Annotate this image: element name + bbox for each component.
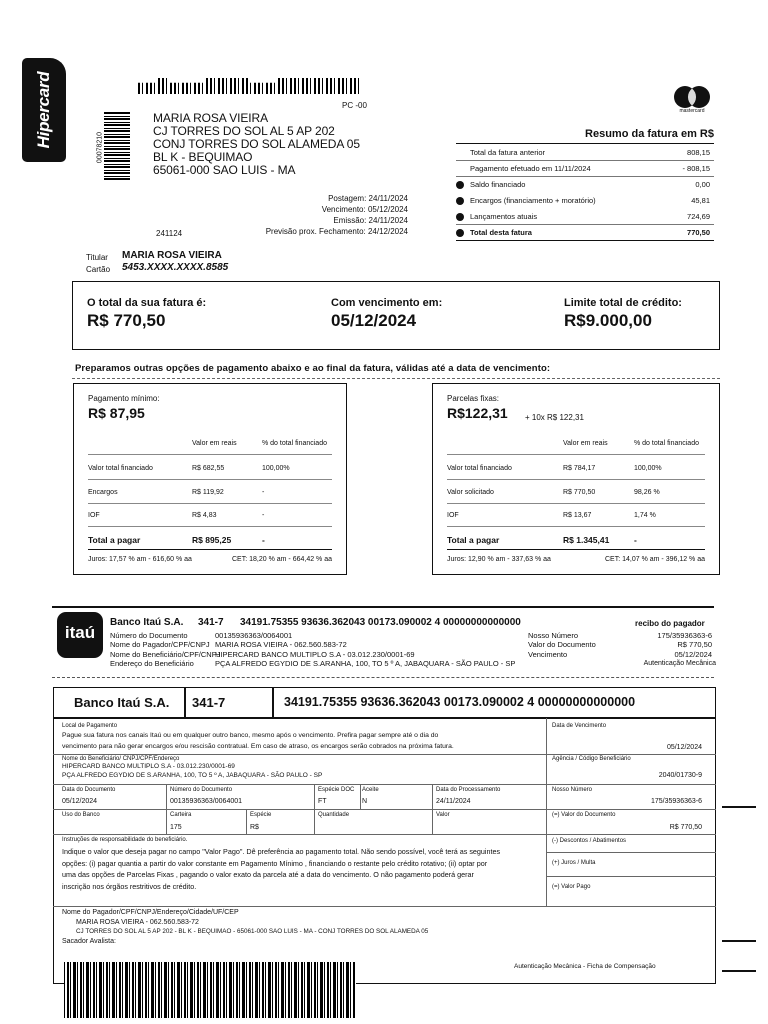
limit-value: R$9.000,00 xyxy=(564,311,652,330)
table-row xyxy=(447,481,705,504)
hipercard-logo xyxy=(22,58,66,162)
column-header: Valor em reais xyxy=(192,440,237,447)
installments-value: R$122,31 xyxy=(447,405,508,421)
separator xyxy=(52,606,714,608)
guide-mark xyxy=(722,940,756,942)
row-value: R$ 119,92 xyxy=(192,489,224,496)
row-pct: - xyxy=(262,489,265,496)
doc-type-value: FT xyxy=(318,798,327,805)
doc-number-value: 00135936363/0064001 xyxy=(170,798,243,805)
divider xyxy=(53,754,716,755)
vertical-code: 00078210 xyxy=(96,131,104,164)
table-row xyxy=(447,457,705,480)
receipt-right-labels xyxy=(528,631,596,659)
row-pct: 1,74 % xyxy=(634,512,656,519)
row-value: 724,69 xyxy=(687,212,710,221)
row-value: - 808,15 xyxy=(682,164,710,173)
row-label: Valor total financiado xyxy=(88,465,153,472)
row-value: R$ 1.345,41 xyxy=(563,535,610,545)
address-line: CJ TORRES DO SOL AL 5 AP 202 xyxy=(153,124,335,138)
row-label: Valor total financiado xyxy=(447,465,512,472)
slip-digitable-line: 34191.75355 93636.362043 00173.090002 4 00000000000000 xyxy=(284,695,636,709)
summary-row xyxy=(456,209,714,225)
row-value: 0,00 xyxy=(695,180,710,189)
slip-bank-code: 341-7 xyxy=(192,695,226,710)
table-row xyxy=(88,504,332,527)
our-number-value: 175/35936363-6 xyxy=(651,798,702,805)
instruction-line: Indique o valor que deseja pagar no campo "Valor Pago". Dê preferência ao pagamento total. Não sendo possível, você terá as seguintes xyxy=(62,847,501,856)
our-number-label: Nosso Número xyxy=(552,787,593,793)
receipt-bank-code: 341-7 xyxy=(198,617,224,628)
divider xyxy=(184,687,186,718)
itau-logo-text: itaú xyxy=(64,623,96,642)
address-line: 65061-000 SAO LUIS - MA xyxy=(153,163,296,177)
itau-logo xyxy=(57,612,103,658)
doc-value-label: (=) Valor do Documento xyxy=(552,812,616,818)
divider xyxy=(546,852,716,853)
row-value: R$ 895,25 xyxy=(192,535,232,545)
limit-label: Limite total de crédito: xyxy=(564,297,682,309)
summary-row xyxy=(456,145,714,161)
divider xyxy=(272,687,274,718)
installments-extra: + 10x R$ 122,31 xyxy=(525,413,584,422)
row-label: Saldo financiado xyxy=(470,180,526,189)
minimum-payment-box xyxy=(73,383,347,575)
divider xyxy=(314,784,315,809)
row-pct: 100,00% xyxy=(262,465,290,472)
total-label: O total da sua fatura é: xyxy=(87,297,207,309)
options-title: Preparamos outras opções de pagamento abaixo e ao final da fatura, válidas até a data de vencimento: xyxy=(75,363,551,374)
equals-circle-icon xyxy=(456,229,464,237)
summary-total-row xyxy=(456,225,714,241)
total-row xyxy=(88,527,332,550)
plus-circle-icon xyxy=(456,213,464,221)
slip-footer: Autenticação Mecânica - Ficha de Compensação xyxy=(514,963,656,970)
cut-line xyxy=(52,677,714,678)
row-label: Total da fatura anterior xyxy=(470,148,546,157)
row-label: Encargos xyxy=(88,489,118,496)
processing-date-value: 24/11/2024 xyxy=(436,798,471,805)
receipt-right-values xyxy=(590,631,712,659)
cartao-label: Cartão xyxy=(86,265,111,274)
ref-code: 241124 xyxy=(156,229,183,238)
installments-box xyxy=(432,383,720,575)
field-value: 00135936363/0064001 xyxy=(215,631,293,640)
postal-barcode xyxy=(138,78,360,94)
row-label: Valor solicitado xyxy=(447,489,494,496)
invoice-summary xyxy=(456,128,714,241)
previsao-date: Previsão prox. Fechamento: 24/12/2024 xyxy=(265,227,408,236)
payer-line: CJ TORRES DO SOL AL 5 AP 202 - BL K - BEQUIMAO - 65061-000 SAO LUIS - MA - CONJ TORRES DO SOL ALAMEDA 05 xyxy=(76,928,429,935)
guide-mark xyxy=(722,970,756,972)
table-row xyxy=(88,457,332,480)
row-value: 770,50 xyxy=(687,228,710,237)
card-network: mastercard xyxy=(679,108,705,114)
instructions-text xyxy=(62,846,500,892)
field-value: R$ 770,50 xyxy=(677,640,712,650)
field-label: Valor do Documento xyxy=(528,640,596,650)
juros-text: Juros: 17,57 % am - 616,60 % aa xyxy=(88,556,192,563)
due-date-label: Data de Vencimento xyxy=(552,723,607,729)
beneficiary-line: PÇA ALFREDO EGYDIO DE S.ARANHA, 100, TO 5 º A, JABAQUARA - SÃO PAULO - SP xyxy=(62,772,323,779)
divider xyxy=(314,809,315,834)
cartao-value: 5453.XXXX.XXXX.8585 xyxy=(122,262,229,273)
instruction-line: inscrição nos órgãos restritivos de crédito. xyxy=(62,881,197,891)
minimum-label: Pagamento mínimo: xyxy=(88,394,160,403)
minimum-value: R$ 87,95 xyxy=(88,405,145,421)
agency-value: 2040/01730-9 xyxy=(658,772,702,779)
address-line: BL K - BEQUIMAO xyxy=(153,150,253,164)
payment-barcode xyxy=(64,962,356,1018)
instructions-label: Instruções de responsabilidade do beneficiário. xyxy=(62,837,188,843)
beneficiary-line: HIPERCARD BANCO MULTIPLO S.A - 03.012.230/0001-69 xyxy=(62,763,235,770)
instruction-line: opções: (i) pagar quantia a partir do valor constante em Pagamento Mínimo , financiando o restante pelo crédito rotativo; (ii) optar por xyxy=(62,858,488,868)
row-pct: 100,00% xyxy=(634,465,662,472)
divider xyxy=(546,718,547,906)
side-barcode xyxy=(104,112,130,180)
receipt-digitable-line: 34191.75355 93636.362043 00173.090002 4 00000000000000 xyxy=(240,617,521,628)
divider xyxy=(53,906,716,907)
row-value: R$ 682,55 xyxy=(192,465,225,472)
divider xyxy=(53,834,716,835)
titular-label: Titular xyxy=(86,253,108,262)
row-label: IOF xyxy=(88,512,100,519)
beneficiary-label: Nome do Beneficiário/ CNPJ/CPF/Endereço xyxy=(62,756,180,762)
field-label: Nome do Pagador/CPF/CNPJ xyxy=(110,640,210,650)
mastercard-logo xyxy=(669,84,715,114)
slip-bank: Banco Itaú S.A. xyxy=(74,695,170,710)
table-row xyxy=(447,504,705,527)
row-value: R$ 770,50 xyxy=(563,489,596,496)
summary-row xyxy=(456,193,714,209)
interest-label: (+) Juros / Multa xyxy=(552,860,596,866)
field-value: HIPERCARD BANCO MULTIPLO S.A - 03.012.230/0001-69 xyxy=(215,649,415,659)
installments-label: Parcelas fixas: xyxy=(447,394,500,403)
pc-code: PC -00 xyxy=(342,101,367,110)
field-value: 175/35936363-6 xyxy=(657,631,712,640)
emissao-date: Emissão: 24/11/2024 xyxy=(333,216,408,225)
doc-value-value: R$ 770,50 xyxy=(669,824,702,831)
local-label: Local de Pagamento xyxy=(62,723,118,729)
address-line: CONJ TORRES DO SOL ALAMEDA 05 xyxy=(153,137,360,151)
currency-label: Espécie xyxy=(250,812,272,818)
juros-text: Juros: 12,90 % am - 337,63 % aa xyxy=(447,556,551,563)
divider xyxy=(53,809,716,810)
field-value: PÇA ALFREDO EGYDIO DE S.ARANHA, 100, TO 5 º A, JABAQUARA - SÃO PAULO - SP xyxy=(215,658,516,668)
wallet-value: 175 xyxy=(170,824,182,831)
due-date-value: 05/12/2024 xyxy=(666,744,702,751)
processing-date-label: Data do Processamento xyxy=(436,787,501,793)
row-value: 45,81 xyxy=(691,196,710,205)
payer-line: MARIA ROSA VIEIRA - 062.560.583-72 xyxy=(76,919,199,926)
summary-row xyxy=(456,161,714,177)
row-value: R$ 13,67 xyxy=(563,512,592,519)
field-label: Nosso Número xyxy=(528,631,579,640)
guide-mark xyxy=(722,806,756,808)
postagem-date: Postagem: 24/11/2024 xyxy=(328,194,408,203)
row-pct: - xyxy=(634,535,637,545)
cet-text: CET: 14,07 % am - 396,12 % aa xyxy=(605,556,705,563)
plus-circle-icon xyxy=(456,197,464,205)
row-label: Total a pagar xyxy=(447,535,500,545)
receipt-labels xyxy=(110,631,220,668)
divider xyxy=(72,378,720,379)
guarantor-label: Sacador Avalista: xyxy=(62,938,116,945)
table-header xyxy=(447,432,705,455)
value-label: Valor xyxy=(436,812,450,818)
doc-number-label: Número do Documento xyxy=(170,787,233,793)
divider xyxy=(246,809,247,834)
row-label: IOF xyxy=(447,512,459,519)
titular-value: MARIA ROSA VIEIRA xyxy=(122,250,222,261)
row-pct: - xyxy=(262,512,265,519)
payer-label: Nome do Pagador/CPF/CNPJ/Endereço/Cidade/UF/CEP xyxy=(62,909,239,916)
bank-use-label: Uso do Banco xyxy=(62,812,100,818)
row-value: 808,15 xyxy=(687,148,710,157)
aceite-value: N xyxy=(362,798,368,805)
agency-label: Agência / Código Beneficiário xyxy=(552,756,631,762)
summary-title: Resumo da fatura em R$ xyxy=(456,128,714,144)
row-label: Total a pagar xyxy=(88,535,141,545)
dates-block xyxy=(200,193,408,237)
receipt-label: recibo do pagador xyxy=(635,619,705,628)
aceite-label: Aceite xyxy=(362,787,379,793)
divider xyxy=(546,876,716,877)
column-header: % do total financiado xyxy=(262,440,327,447)
doc-date-value: 05/12/2024 xyxy=(62,798,98,805)
field-value: MARIA ROSA VIEIRA - 062.560.583-72 xyxy=(215,640,347,650)
row-pct: - xyxy=(262,535,265,545)
field-value: 05/12/2024 xyxy=(674,649,712,659)
row-label: Lançamentos atuais xyxy=(470,212,538,221)
receipt-auth: Autenticação Mecânica xyxy=(643,660,716,667)
field-label: Endereço do Beneficiário xyxy=(110,658,194,668)
row-value: R$ 4,83 xyxy=(192,512,217,519)
instruction-line: uma das opções de Parcelas Fixas , pagando o valor exato da parcela até a data do vencimento. O não pagamento poderá gerar xyxy=(62,870,474,879)
recipient-name: MARIA ROSA VIEIRA xyxy=(153,111,269,125)
paid-value-label: (=) Valor Pago xyxy=(552,884,591,890)
row-label: Encargos (financiamento + moratório) xyxy=(470,196,596,205)
cet-text: CET: 18,20 % am - 664,42 % aa xyxy=(232,556,332,563)
field-label: Número do Documento xyxy=(110,631,188,640)
column-header: % do total financiado xyxy=(634,440,699,447)
summary-row xyxy=(456,177,714,193)
divider xyxy=(360,784,361,809)
total-value: R$ 770,50 xyxy=(87,311,166,330)
brand-name: Hipercard xyxy=(34,71,53,149)
row-label: Total desta fatura xyxy=(470,228,532,237)
doc-type-label: Espécie DOC xyxy=(318,787,355,793)
due-value: 05/12/2024 xyxy=(331,311,417,330)
wallet-label: Carteira xyxy=(170,812,192,818)
quantity-label: Quantidade xyxy=(318,812,350,818)
row-pct: 98,26 % xyxy=(634,489,660,496)
doc-date-label: Data do Documento xyxy=(62,787,116,793)
divider xyxy=(53,717,716,719)
column-header: Valor em reais xyxy=(563,440,608,447)
field-label: Vencimento xyxy=(528,649,568,659)
currency-value: R$ xyxy=(250,824,259,831)
discounts-label: (-) Descontos / Abatimentos xyxy=(552,838,627,844)
receipt-bank: Banco Itaú S.A. xyxy=(110,617,184,628)
minus-circle-icon xyxy=(456,181,464,189)
field-label: Nome do Beneficiário/CPF/CNPJ xyxy=(110,649,221,659)
vencimento-date: Vencimento: 05/12/2024 xyxy=(321,205,408,214)
table-header xyxy=(88,432,332,455)
recipient-address xyxy=(153,112,360,177)
row-label: Pagamento efetuado em 11/11/2024 xyxy=(470,164,591,173)
invoice-total-box xyxy=(72,281,720,350)
local-text: vencimento para não gerar encargos e/ou rescisão contratual. Em caso de atraso, os encargos serão cobrados na próxima fatura. xyxy=(62,743,454,750)
row-value: R$ 784,17 xyxy=(563,465,596,472)
due-label: Com vencimento em: xyxy=(331,297,443,309)
divider xyxy=(53,784,716,785)
receipt-values xyxy=(215,631,515,668)
total-row xyxy=(447,527,705,550)
local-text: Pague sua fatura nos canais Itaú ou em qualquer outro banco, mesmo após o vencimento. Prefira pagar sempre até o dia do xyxy=(62,732,439,739)
table-row xyxy=(88,481,332,504)
